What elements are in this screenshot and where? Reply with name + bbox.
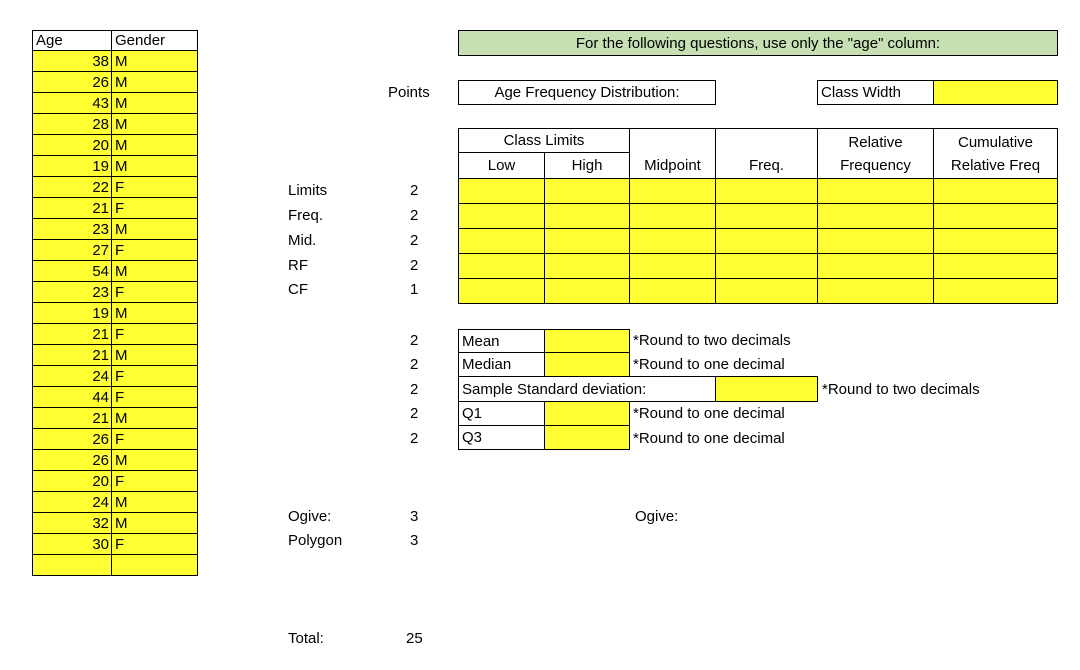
q3-input[interactable] [544, 425, 630, 450]
ogive-area-label: Ogive: [635, 508, 679, 525]
gender-cell[interactable]: F [112, 534, 198, 555]
low-header: Low [458, 152, 545, 179]
table-row [32, 471, 198, 492]
age-cell[interactable]: 32 [32, 513, 112, 534]
table-row [32, 51, 198, 72]
polygon-rubric-label: Polygon [288, 532, 343, 549]
table-row [32, 198, 198, 219]
age-cell[interactable]: 24 [32, 366, 112, 387]
cumulative-header-line2: Relative Freq [950, 156, 1041, 174]
freq-input-cell[interactable] [715, 278, 818, 304]
midpoint-header-text: Midpoint [644, 156, 701, 174]
table-row [32, 156, 198, 177]
rubric-item-label: RF [288, 257, 308, 274]
relative-header-line1: Relative [848, 133, 903, 151]
rubric-item-points: 2 [410, 182, 419, 199]
age-cell[interactable]: 26 [32, 450, 112, 471]
relative-frequency-input-cell[interactable] [817, 278, 934, 304]
gender-cell[interactable]: M [112, 93, 198, 114]
table-row [32, 366, 198, 387]
table-row [32, 240, 198, 261]
mean-input[interactable] [544, 329, 630, 353]
low-input-cell[interactable] [458, 228, 545, 254]
freq-input-cell[interactable] [715, 178, 818, 204]
midpoint-input-cell[interactable] [629, 228, 716, 254]
gender-cell[interactable]: M [112, 513, 198, 534]
table-row [32, 408, 198, 429]
ogive-rubric-points: 3 [410, 508, 419, 525]
freq-input-cell[interactable] [715, 253, 818, 279]
cumulative-header-line1: Cumulative [957, 133, 1034, 151]
high-input-cell[interactable] [544, 278, 630, 304]
age-cell[interactable]: 43 [32, 93, 112, 114]
table-row [32, 93, 198, 114]
gender-cell[interactable]: F [112, 324, 198, 345]
gender-cell[interactable]: M [112, 114, 198, 135]
class-width-label: Class Width [817, 80, 934, 105]
gender-cell[interactable]: M [112, 345, 198, 366]
age-column-header[interactable]: Age [32, 30, 112, 51]
age-cell[interactable]: 21 [32, 345, 112, 366]
low-input-cell[interactable] [458, 178, 545, 204]
age-cell[interactable] [32, 555, 112, 576]
table-row [32, 429, 198, 450]
midpoint-input-cell[interactable] [629, 278, 716, 304]
age-cell[interactable]: 24 [32, 492, 112, 513]
cumulative-relative-freq-input-cell[interactable] [933, 228, 1058, 254]
gender-cell[interactable]: F [112, 177, 198, 198]
gender-cell[interactable]: M [112, 450, 198, 471]
table-row [32, 555, 198, 576]
age-cell[interactable]: 22 [32, 177, 112, 198]
high-input-cell[interactable] [544, 253, 630, 279]
sd-label: Sample Standard deviation: [458, 376, 716, 402]
freq-header [715, 128, 818, 179]
gender-cell[interactable]: F [112, 387, 198, 408]
age-cell[interactable]: 21 [32, 408, 112, 429]
median-points: 2 [410, 356, 419, 373]
age-cell[interactable]: 20 [32, 471, 112, 492]
mean-points: 2 [410, 332, 419, 349]
age-cell[interactable]: 26 [32, 429, 112, 450]
low-input-cell[interactable] [458, 253, 545, 279]
q1-points: 2 [410, 405, 419, 422]
gender-cell[interactable]: M [112, 156, 198, 177]
relative-frequency-input-cell[interactable] [817, 228, 934, 254]
table-row [32, 345, 198, 366]
mean-note: *Round to two decimals [633, 332, 791, 349]
table-row [32, 450, 198, 471]
cumulative-relative-freq-input-cell[interactable] [933, 278, 1058, 304]
cumulative-relative-freq-header [933, 128, 1058, 179]
table-row [32, 114, 198, 135]
relative-frequency-input-cell[interactable] [817, 178, 934, 204]
age-cell[interactable]: 38 [32, 51, 112, 72]
gender-cell[interactable]: M [112, 303, 198, 324]
table-row [32, 282, 198, 303]
rubric-item-points: 2 [410, 232, 419, 249]
gender-cell[interactable]: M [112, 72, 198, 93]
age-cell[interactable]: 27 [32, 240, 112, 261]
table-row [32, 261, 198, 282]
low-input-cell[interactable] [458, 203, 545, 229]
points-header: Points [388, 84, 430, 101]
gender-cell[interactable]: F [112, 366, 198, 387]
q1-note: *Round to one decimal [633, 405, 785, 422]
rubric-item-points: 2 [410, 207, 419, 224]
high-input-cell[interactable] [544, 228, 630, 254]
gender-cell[interactable]: M [112, 492, 198, 513]
table-row [32, 303, 198, 324]
sd-note: *Round to two decimals [822, 381, 980, 398]
cumulative-relative-freq-input-cell[interactable] [933, 203, 1058, 229]
rubric-item-points: 2 [410, 257, 419, 274]
table-row [32, 324, 198, 345]
age-cell[interactable]: 23 [32, 282, 112, 303]
median-input[interactable] [544, 352, 630, 377]
total-label: Total: [288, 630, 324, 647]
table-row [32, 72, 198, 93]
age-cell[interactable]: 28 [32, 114, 112, 135]
q1-label: Q1 [458, 401, 545, 426]
high-input-cell[interactable] [544, 203, 630, 229]
table-row [32, 492, 198, 513]
q1-input[interactable] [544, 401, 630, 426]
high-input-cell[interactable] [544, 178, 630, 204]
sd-points: 2 [410, 381, 419, 398]
total-points: 25 [406, 630, 423, 647]
freq-input-cell[interactable] [715, 228, 818, 254]
ogive-rubric-label: Ogive: [288, 508, 332, 525]
gender-cell[interactable]: M [112, 261, 198, 282]
table-header-row [32, 30, 198, 51]
rubric-item-label: Freq. [288, 207, 324, 224]
age-cell[interactable]: 21 [32, 324, 112, 345]
polygon-rubric-points: 3 [410, 532, 419, 549]
freq-input-cell[interactable] [715, 203, 818, 229]
age-cell[interactable]: 19 [32, 303, 112, 324]
class-limits-header: Class Limits [458, 128, 630, 153]
rubric-item-points: 1 [410, 281, 419, 298]
instruction-banner: For the following questions, use only the "age" column: [458, 30, 1058, 56]
gender-cell[interactable]: F [112, 429, 198, 450]
median-label: Median [458, 352, 545, 377]
q3-label: Q3 [458, 425, 545, 450]
relative-header-line2: Frequency [840, 156, 911, 174]
gender-cell[interactable]: F [112, 198, 198, 219]
rubric-item-label: CF [288, 281, 308, 298]
median-note: *Round to one decimal [633, 356, 785, 373]
sd-input[interactable] [715, 376, 818, 402]
mean-label: Mean [458, 329, 545, 353]
gender-cell[interactable]: M [112, 219, 198, 240]
table-row [32, 177, 198, 198]
midpoint-header [629, 128, 716, 179]
rubric-item-label: Limits [288, 182, 328, 199]
low-input-cell[interactable] [458, 278, 545, 304]
gender-cell[interactable]: F [112, 240, 198, 261]
relative-frequency-input-cell[interactable] [817, 203, 934, 229]
rubric-item-label: Mid. [288, 232, 317, 249]
table-row [32, 513, 198, 534]
gender-cell[interactable]: M [112, 408, 198, 429]
age-cell[interactable]: 19 [32, 156, 112, 177]
age-cell[interactable]: 26 [32, 72, 112, 93]
age-cell[interactable]: 21 [32, 198, 112, 219]
q3-points: 2 [410, 430, 419, 447]
cumulative-relative-freq-input-cell[interactable] [933, 253, 1058, 279]
age-cell[interactable]: 23 [32, 219, 112, 240]
gender-cell[interactable]: M [112, 135, 198, 156]
age-cell[interactable]: 54 [32, 261, 112, 282]
table-row [32, 534, 198, 555]
relative-frequency-input-cell[interactable] [817, 253, 934, 279]
age-gender-table [32, 30, 198, 670]
gender-cell[interactable] [112, 555, 198, 576]
age-cell[interactable]: 44 [32, 387, 112, 408]
midpoint-input-cell[interactable] [629, 203, 716, 229]
gender-cell[interactable]: F [112, 282, 198, 303]
cumulative-relative-freq-input-cell[interactable] [933, 178, 1058, 204]
relative-frequency-header [817, 128, 934, 179]
gender-cell[interactable]: M [112, 51, 198, 72]
gender-column-header[interactable]: Gender [112, 30, 198, 51]
midpoint-input-cell[interactable] [629, 253, 716, 279]
table-row [32, 387, 198, 408]
age-cell[interactable]: 30 [32, 534, 112, 555]
freq-header-text: Freq. [748, 156, 784, 174]
midpoint-input-cell[interactable] [629, 178, 716, 204]
table-row [32, 219, 198, 240]
table-row [32, 135, 198, 156]
gender-cell[interactable]: F [112, 471, 198, 492]
age-cell[interactable]: 20 [32, 135, 112, 156]
q3-note: *Round to one decimal [633, 430, 785, 447]
freq-dist-title: Age Frequency Distribution: [458, 80, 716, 105]
high-header: High [544, 152, 630, 179]
class-width-input[interactable] [933, 80, 1058, 105]
